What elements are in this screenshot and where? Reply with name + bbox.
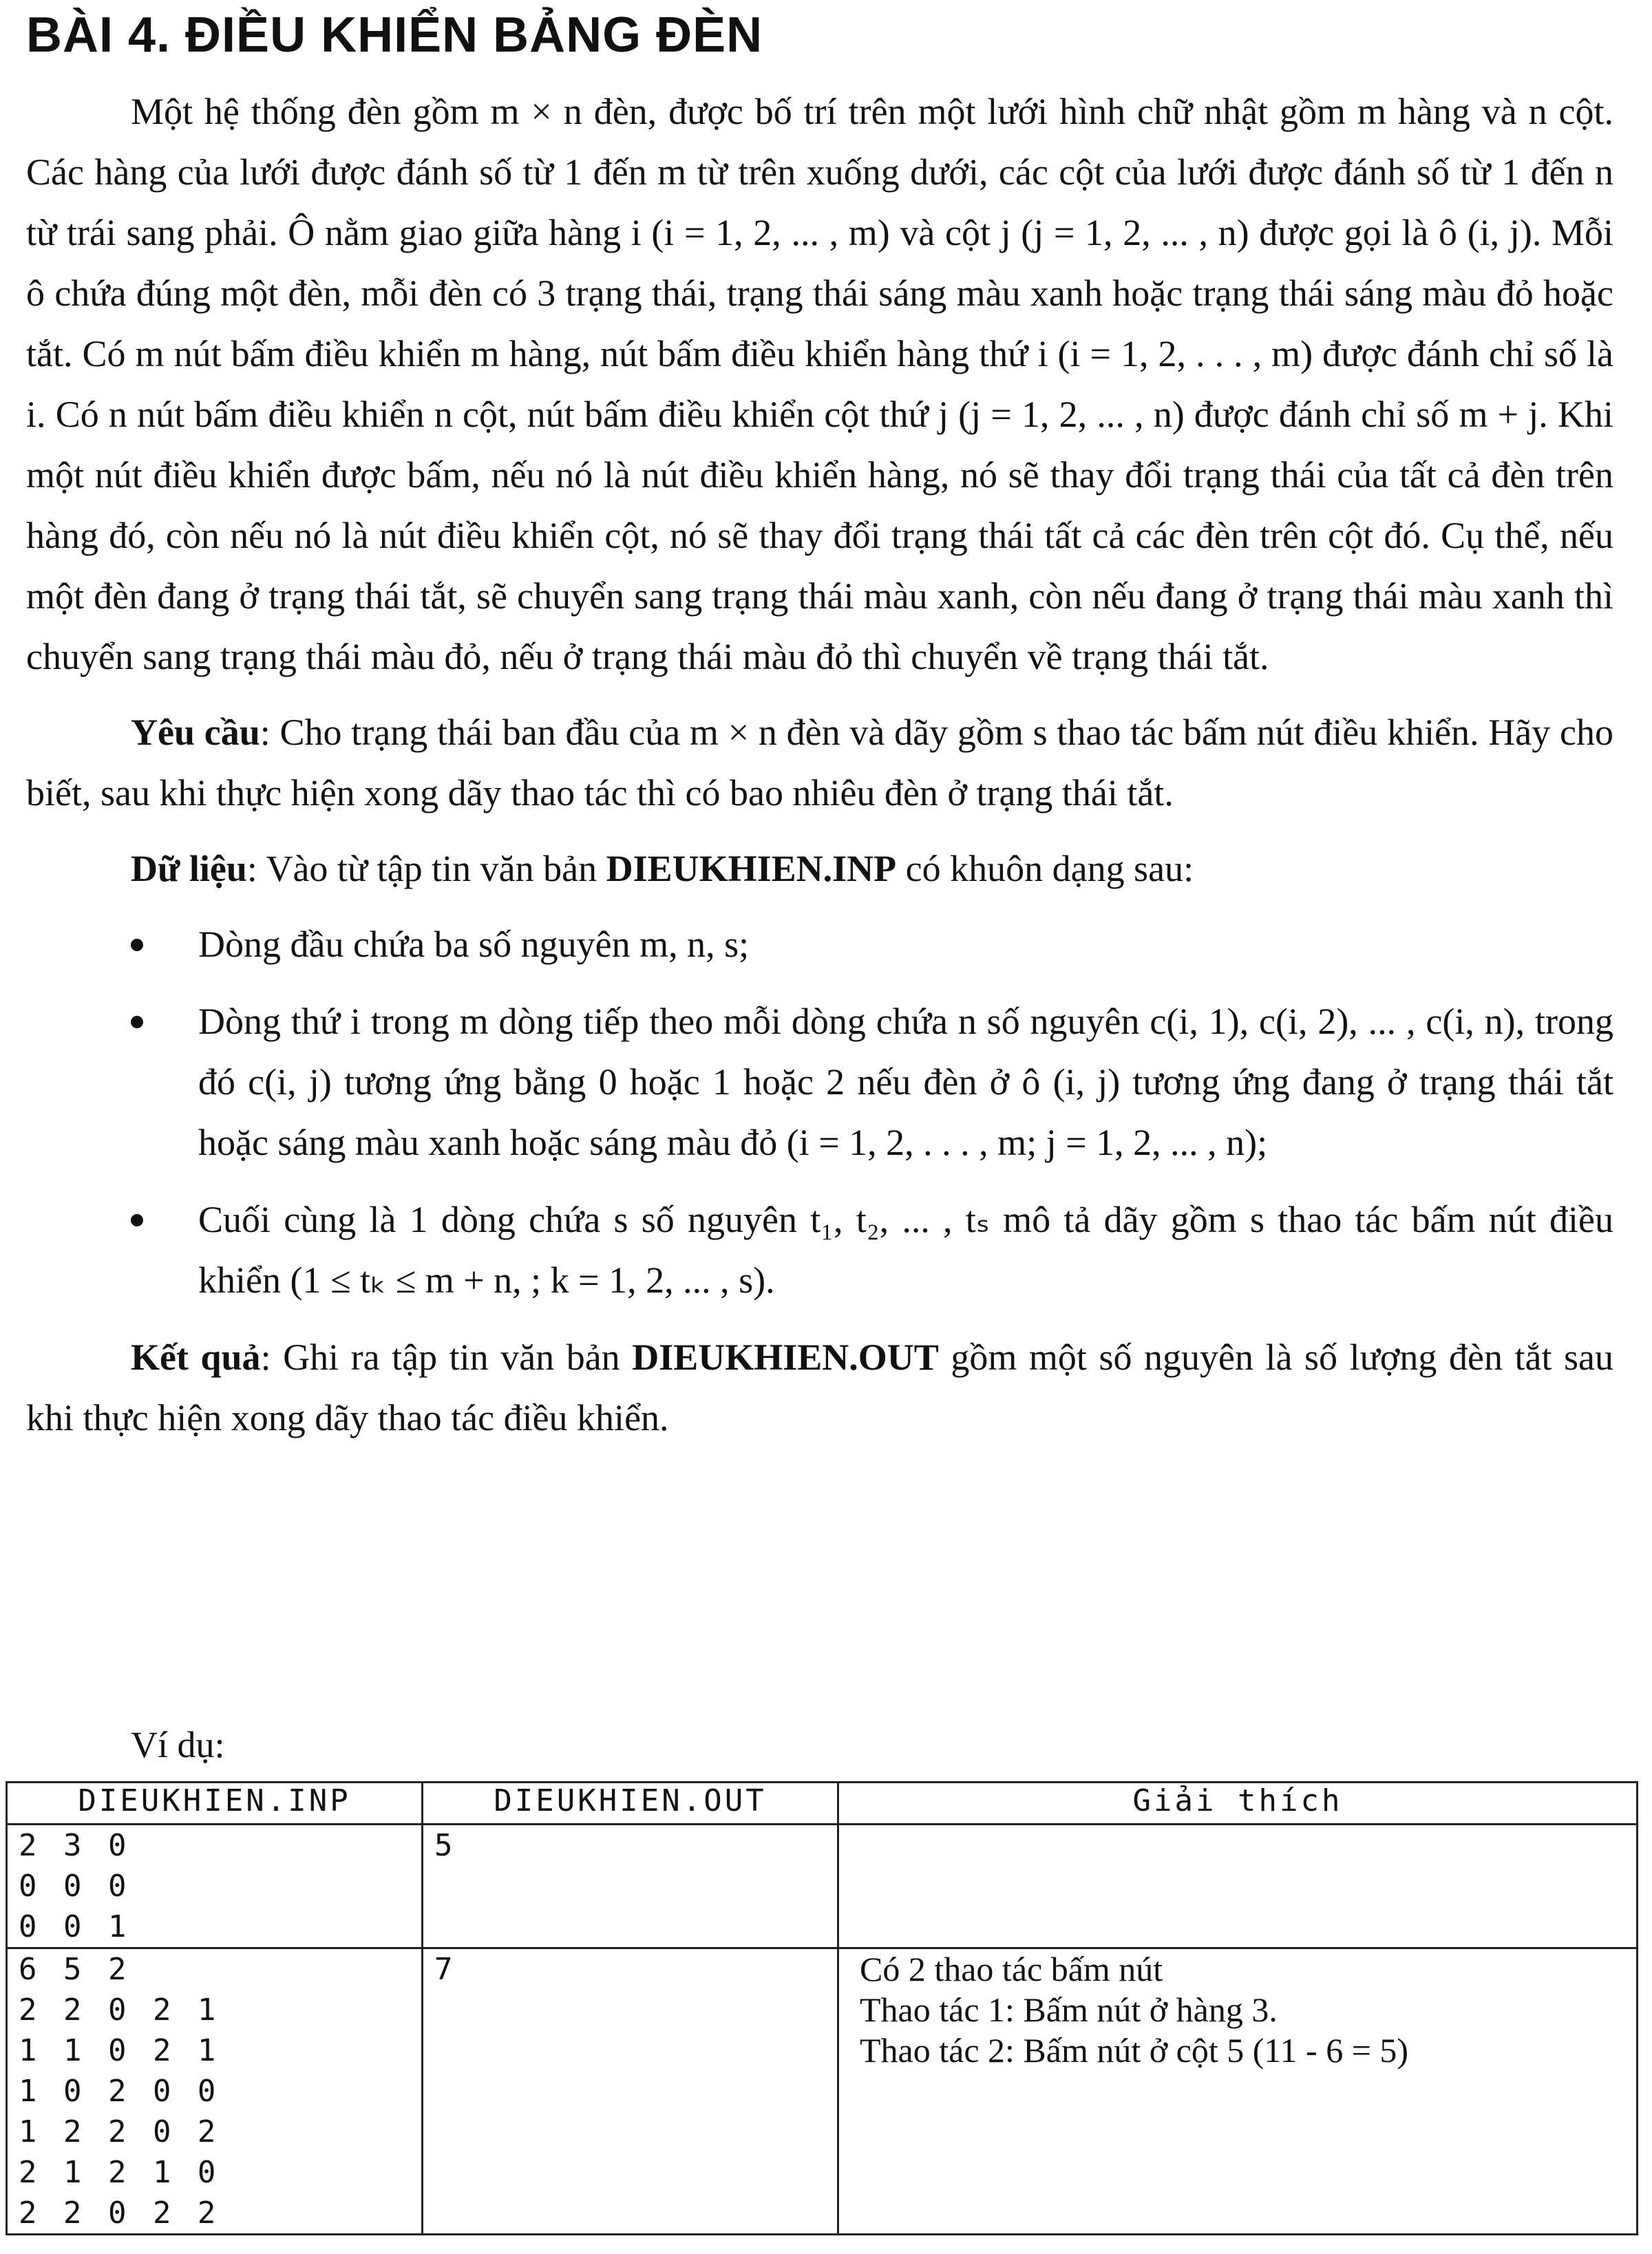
input-cell — [7, 1825, 423, 1948]
list-item — [26, 914, 1613, 975]
output-value: 5 — [434, 1828, 457, 1863]
output-cell — [423, 1825, 838, 1948]
input-label: Dữ liệu — [131, 848, 247, 889]
list-item-text: Cuối cùng là 1 dòng chứa s số nguyên t₁, t₂, ... , tₛ mô tả dãy gồm s thao tác bấm nút điều khiển (1 ≤ tₖ ≤ m + n, ; k = 1, 2, ... , s). — [198, 1199, 1613, 1301]
requirement-label: Yêu cầu — [131, 712, 260, 753]
header-input: DIEUKHIEN.INP — [7, 1783, 423, 1825]
explanation-cell — [838, 1825, 1638, 1948]
list-item-text: Dòng thứ i trong m dòng tiếp theo mỗi dòng chứa n số nguyên c(i, 1), c(i, 2), ... , c(i, n), trong đó c(i, j) tương ứng bằng 0 hoặc 1 hoặc 2 nếu đèn ở ô (i, j) tương ứng đang ở trạng thái tắt hoặc sáng màu xanh hoặc sáng màu đỏ (i = 1, 2, . . . , m; j = 1, 2, ... , n); — [198, 1001, 1613, 1163]
output-text-1: : Ghi ra tập tin văn bản — [260, 1337, 633, 1378]
table-row — [7, 1825, 1638, 1948]
input-line: 0 0 1 — [19, 1909, 131, 1944]
output-filename: DIEUKHIEN.OUT — [632, 1337, 939, 1378]
explanation-line: Có 2 thao tác bấm nút — [860, 1950, 1163, 1988]
example-table — [6, 1781, 1638, 2235]
output-label: Kết quả — [131, 1337, 261, 1378]
header-output: DIEUKHIEN.OUT — [423, 1783, 838, 1825]
bullet-icon — [131, 1214, 143, 1226]
input-line: 6 5 2 — [19, 1952, 131, 1987]
list-item-text: Dòng đầu chứa ba số nguyên m, n, s; — [198, 924, 750, 965]
output-value: 7 — [434, 1952, 457, 1987]
input-filename: DIEUKHIEN.INP — [606, 848, 897, 889]
bullet-icon — [131, 1016, 143, 1028]
input-line: 2 3 0 — [19, 1828, 131, 1863]
input-text-2: có khuôn dạng sau: — [896, 848, 1194, 889]
list-item — [26, 1189, 1613, 1310]
requirement-text: : Cho trạng thái ban đầu của m × n đèn và dãy gồm s thao tác bấm nút điều khiển. Hãy cho biết, sau khi thực hiện xong dãy thao tác thì có bao nhiêu đèn ở trạng thái tắt. — [26, 712, 1614, 814]
input-line: 2 2 0 2 2 — [19, 2195, 220, 2231]
output-cell — [423, 1948, 838, 2235]
bullet-icon — [131, 939, 143, 951]
intro-paragraph: Một hệ thống đèn gồm m × n đèn, được bố trí trên một lưới hình chữ nhật gồm m hàng và n cột. Các hàng của lưới được đánh số từ 1 đến m từ trên xuống dưới, các cột của lưới được đánh số từ 1 đến n từ trái sang phải. Ô nằm giao giữa hàng i (i = 1, 2, ... , m) và cột j (j = 1, 2, ... , n) được gọi là ô (i, j). Mỗi ô chứa đúng một đèn, mỗi đèn có 3 trạng thái, trạng thái sáng màu xanh hoặc trạng thái sáng màu đỏ hoặc tắt. Có m nút bấm điều khiển m hàng, nút bấm điều khiển hàng thứ i (i = 1, 2, . . . , m) được đánh chỉ số là i. Có n nút bấm điều khiển n cột, nút bấm điều khiển cột thứ j (j = 1, 2, ... , n) được đánh chỉ số m + j. Khi một nút điều khiển được bấm, nếu nó là nút điều khiển hàng, nó sẽ thay đổi trạng thái của tất cả đèn trên hàng đó, còn nếu nó là nút điều khiển cột, nó sẽ thay đổi trạng thái tất cả các đèn trên cột đó. Cụ thể, nếu một đèn đang ở trạng thái tắt, sẽ chuyển sang trạng thái màu xanh, còn nếu đang ở trạng thái màu xanh thì chuyển sang trạng thái màu đỏ, nếu ở trạng thái màu đỏ thì chuyển về trạng thái tắt. — [26, 91, 1613, 677]
problem-title: BÀI 4. ĐIỀU KHIỂN BẢNG ĐÈN — [26, 8, 763, 63]
output-paragraph — [26, 1327, 1613, 1448]
example-label: Ví dụ: — [131, 1724, 225, 1765]
input-format-list — [26, 914, 1613, 1310]
input-text-1: : Vào từ tập tin văn bản — [246, 848, 606, 889]
input-cell — [7, 1948, 423, 2235]
explanation-line: Thao tác 1: Bấm nút ở hàng 3. — [860, 1990, 1278, 2029]
explanation-cell — [838, 1948, 1638, 2235]
input-line: 0 0 0 — [19, 1869, 131, 1904]
problem-body — [26, 81, 1613, 1448]
table-header-row — [7, 1783, 1638, 1825]
input-line: 1 2 2 0 2 — [19, 2114, 220, 2149]
explanation-line: Thao tác 2: Bấm nút ở cột 5 (11 - 6 = 5) — [860, 2031, 1409, 2070]
input-line: 1 0 2 0 0 — [19, 2074, 220, 2109]
header-explanation: Giải thích — [838, 1783, 1638, 1825]
input-paragraph — [26, 838, 1613, 899]
input-line: 1 1 0 2 1 — [19, 2033, 220, 2068]
table-row — [7, 1948, 1638, 2235]
input-line: 2 1 2 1 0 — [19, 2155, 220, 2190]
requirement-paragraph — [26, 702, 1613, 823]
input-line: 2 2 0 2 1 — [19, 1992, 220, 2028]
output-text-2: gồm một số nguyên là số lượng đèn tắt sau khi thực hiện xong dãy thao tác điều khiển. — [26, 1337, 1613, 1438]
list-item — [26, 991, 1613, 1173]
